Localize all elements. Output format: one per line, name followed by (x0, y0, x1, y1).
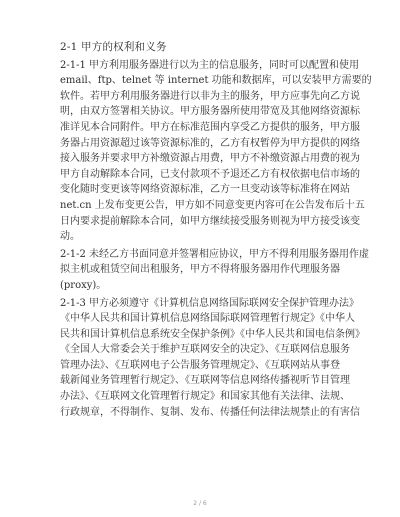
document-body (60, 40, 372, 420)
paragraph-line: 《全国人大常委会关于维护互联网安全的决定》、《互联网信息服务 (60, 344, 350, 356)
paragraph-line: 2-1-1 甲方利用服务器进行以为主的信息服务，同时可以配置和使用 (60, 59, 360, 71)
paragraph-line: 行政规章，不得制作、复制、发布、传播任何法律法规禁止的有害信 (60, 406, 360, 418)
paragraph-line: 《中华人民共和国计算机信息网络国际联网管理暂行规定》《中华人 (60, 313, 355, 325)
paragraph-line: 务器占用资源超过该等资源标准的，乙方有权暂停为甲方提供的网络 (60, 137, 360, 149)
paragraph-line: (proxy)。 (60, 279, 107, 291)
paragraph-line: 载新闻业务管理暂行规定》、《互联网等信息网络传播视听节目管理 (60, 375, 350, 387)
paragraph-line: 接入服务并要求甲方补缴资源占用费，甲方不补缴资源占用费的视为 (60, 153, 360, 165)
paragraph-2-1-3 (60, 296, 365, 421)
paragraph-line: 2-1-2 未经乙方书面同意并签署相应协议，甲方不得利用服务器用作虚 (60, 248, 370, 260)
paragraph-line: email、ftp、telnet 等 internet 功能和数据库，可以安装甲方需要的 (60, 75, 372, 87)
paragraph-line: net.cn 上发布变更公告，甲方如不同意变更内容可在公告发布后十五 (60, 199, 365, 211)
paragraph-line: 动。 (60, 231, 80, 243)
paragraph-line: 准详见本合同附件。甲方在标准范围内享受乙方提供的服务，甲方服 (60, 121, 360, 133)
paragraph-line: 甲方自动解除本合同，已支付款项不予退还乙方有权依据电信市场的 (60, 168, 360, 180)
paragraph-line: 日内要求提前解除本合同，如甲方继续接受服务则视为甲方接受该变 (60, 215, 360, 227)
paragraph-2-1-1 (60, 58, 372, 245)
section-heading: 2-1 甲方的权利和义务 (60, 41, 167, 53)
paragraph-line: 变化随时变更该等网络资源标准，乙方一旦变动该等标准将在网站 (60, 184, 350, 196)
paragraph-line: 明，由双方签署相关协议。甲方服务器所使用带宽及其他网络资源标 (60, 106, 360, 118)
paragraph-line: 民共和国计算机信息系统安全保护条例》《中华人民共和国电信条例》 (60, 328, 365, 340)
paragraph-line: 2-1-3 甲方必须遵守《计算机信息网络国际联网安全保护管理办法》 (60, 297, 360, 309)
paragraph-line: 拟主机或租赁空间出租服务，甲方不得将服务器用作代理服务器 (60, 264, 340, 276)
paragraph-line: 软件。若甲方利用服务器进行以非为主的服务，甲方应事先向乙方说 (60, 90, 360, 102)
page-number: 2 / 6 (193, 500, 207, 507)
paragraph-2-1-2 (60, 247, 370, 294)
paragraph-line: 办法》、《互联网文化管理暂行规定》和国家其他有关法律、法规、 (60, 391, 350, 403)
paragraph-line: 管理办法》、《互联网电子公告服务管理规定》、《互联网站从事登 (60, 359, 340, 371)
